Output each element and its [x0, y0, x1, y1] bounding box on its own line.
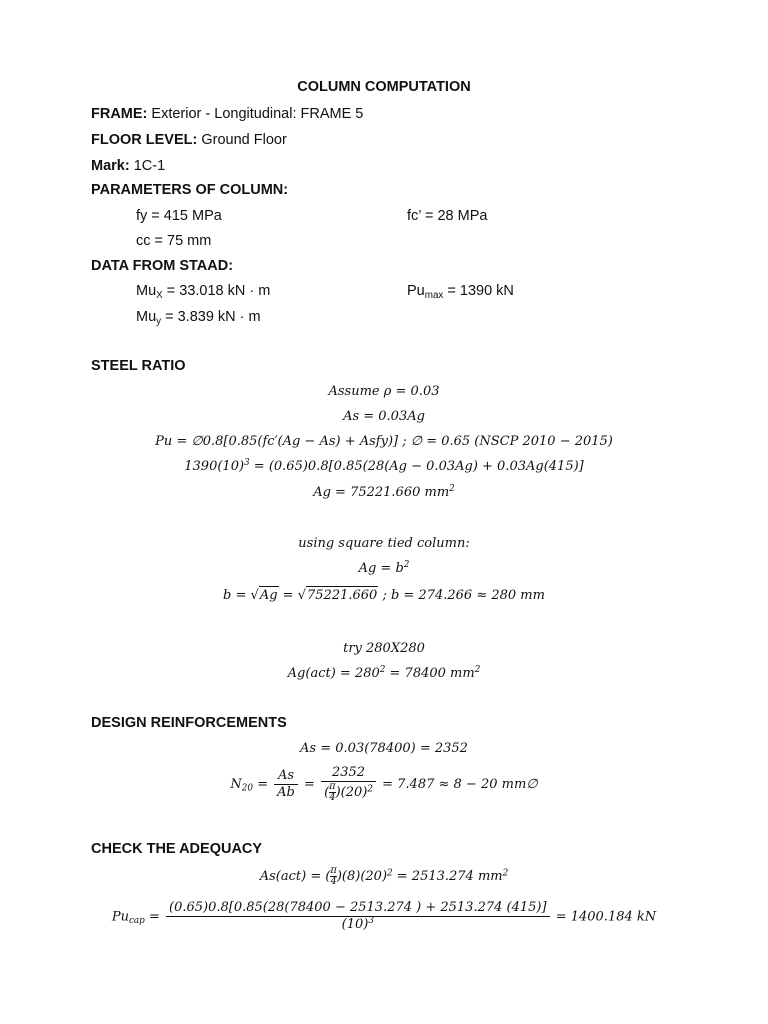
area-denominator: ( $\frac{\pi}{4}$ )$(20)^2$: [324, 781, 373, 804]
n-symbol: N: [230, 776, 242, 792]
mux-symbol: Mu: [136, 283, 157, 299]
page-title: COLUMN COMPUTATION: [297, 79, 471, 95]
pu-cap-denominator-base: (10): [341, 917, 369, 933]
parameters-heading: PARAMETERS OF COLUMN:: [91, 182, 289, 198]
b-left: b =: [223, 588, 251, 603]
area-fraction: [321, 765, 376, 804]
n-subscript: 20: [241, 783, 253, 794]
steel-ratio-heading: STEEL RATIO: [91, 358, 186, 374]
ag-result: [0, 486, 768, 499]
area-denominator-rest: )(20): [335, 785, 368, 801]
substitution-right: = (0.65)0.8[0.85(28(Ag − 0.03Ag) + 0.03Ag(415)]: [249, 459, 584, 474]
ag-act-left: Ag(act) = 280: [287, 666, 380, 681]
as-ab-fraction: [274, 768, 298, 802]
n20-equation: $N_{20}$ = $\frac{As}{Ab}$ = 2352 ( $\frac{\pi}{4}$ )$(20)^2$ = 7.487 ≈ 8 − 20 mm∅: [230, 765, 538, 804]
pu-cap-numerator: (0.65)0.8[0.85(28(78400 − 2513.274 ) + 2513.274 (415)]: [166, 900, 550, 917]
mark-line: [91, 159, 165, 174]
muy-number: = 3.839 kN · m: [161, 309, 261, 325]
cc-value: cc = 75 mm: [136, 233, 212, 249]
as-act-value: = 2513.274 mm: [392, 869, 503, 885]
ag-result-exponent: 2: [449, 484, 455, 495]
mark-value: 1C-1: [133, 158, 166, 174]
b-right: ; b = 274.266 ≈ 280 mm: [378, 588, 545, 603]
pumax-symbol: Pu: [407, 283, 425, 299]
as-act-left: As(act) = (: [259, 869, 331, 885]
frame-label: FRAME:: [91, 106, 148, 122]
pi-divisor: 4: [330, 876, 337, 888]
muy-subscript: y: [156, 315, 162, 327]
as-act-exponent: 2: [387, 868, 393, 879]
pu-cap-denominator-exponent: 3: [368, 916, 374, 927]
adequacy-heading: CHECK THE ADEQUACY: [91, 841, 263, 857]
design-as-equation: As = 0.03(78400) = 2352: [300, 741, 468, 756]
try-size: try 280X280: [343, 641, 425, 656]
as-equation: As = 0.03Ag: [343, 409, 425, 424]
ag-act-middle: = 78400 mm: [385, 666, 475, 681]
frame-value: Exterior - Longitudinal: FRAME 5: [151, 106, 364, 122]
substitution-exponent: 3: [244, 458, 250, 469]
ag-b-text: Ag = b: [358, 561, 404, 576]
mark-label: Mark:: [91, 158, 130, 174]
pi-divisor: 4: [329, 792, 336, 804]
floor-label: FLOOR LEVEL:: [91, 132, 198, 148]
sqrt-icon: √: [250, 588, 259, 603]
pu-cap-symbol: Pu: [111, 909, 129, 925]
pu-cap-denominator: [166, 917, 550, 933]
pumax-number: = 1390 kN: [443, 283, 514, 299]
mux-subscript: X: [156, 289, 163, 301]
pi-symbol: π: [330, 865, 337, 876]
b-radicand-1: Ag: [259, 588, 278, 603]
b-radicand-2: 75221.660: [307, 588, 378, 603]
pumax-value: [407, 284, 514, 299]
ag-b-exponent: 2: [403, 560, 410, 571]
design-heading: DESIGN REINFORCEMENTS: [91, 715, 287, 731]
as-ab-numerator: As: [274, 768, 298, 785]
muy-symbol: Mu: [136, 309, 157, 325]
fy-value: fy = 415 MPa: [136, 208, 222, 224]
tied-column-note: using square tied column:: [298, 536, 470, 551]
floor-line: [91, 133, 287, 148]
ag-result-text: Ag = 75221.660 mm: [313, 485, 450, 500]
pumax-subscript: max: [424, 289, 444, 301]
as-ab-denominator: Ab: [277, 784, 295, 800]
floor-value: Ground Floor: [201, 132, 287, 148]
pu-cap-result: = 1400.184 kN: [555, 909, 657, 925]
pu-cap-fraction: [166, 900, 550, 934]
muy-value: [136, 310, 261, 325]
ag-act-exponent: 2: [379, 665, 386, 676]
b-equation: [0, 589, 768, 602]
mux-number: = 33.018 kN · m: [162, 283, 271, 299]
ag-b-equation: [0, 562, 768, 575]
staad-heading: DATA FROM STAAD:: [91, 258, 234, 274]
ag-act-exponent-2: 2: [474, 665, 481, 676]
pi-symbol: π: [329, 781, 336, 793]
fc-value: fc’ = 28 MPa: [407, 208, 488, 224]
substitution-equation: [0, 460, 768, 473]
pu-cap-subscript: cap: [128, 915, 145, 926]
n-result: 7.487 ≈ 8 − 20 mm∅: [393, 776, 538, 792]
frame-line: [91, 107, 363, 122]
ag-act-equation: [0, 667, 768, 680]
sqrt-icon: √: [297, 588, 306, 603]
as-act-right: )(8)(20): [336, 869, 388, 885]
b-middle: =: [278, 588, 298, 603]
mux-value: [136, 284, 270, 299]
as-act-value-exponent: 2: [502, 868, 509, 879]
substitution-left: 1390(10): [184, 459, 245, 474]
assume-equation: Assume ρ = 0.03: [328, 384, 440, 399]
pu-cap-equation: $Pu_{cap}$ = $\frac{(0.65)0.8[0.85(28(78400 - 2513.274 ) + 2513.274 (415)]}{(10)^3}$ = 1400.184 kN: [111, 900, 657, 933]
pu-equation: Pu = ∅0.8[0.85(fc′(Ag − As) + Asfy)] ; ∅ = 0.65 (NSCP 2010 − 2015): [155, 434, 613, 449]
as-act-equation: [0, 866, 768, 887]
area-denominator-exponent: 2: [367, 784, 373, 795]
area-numerator: 2352: [321, 765, 376, 782]
